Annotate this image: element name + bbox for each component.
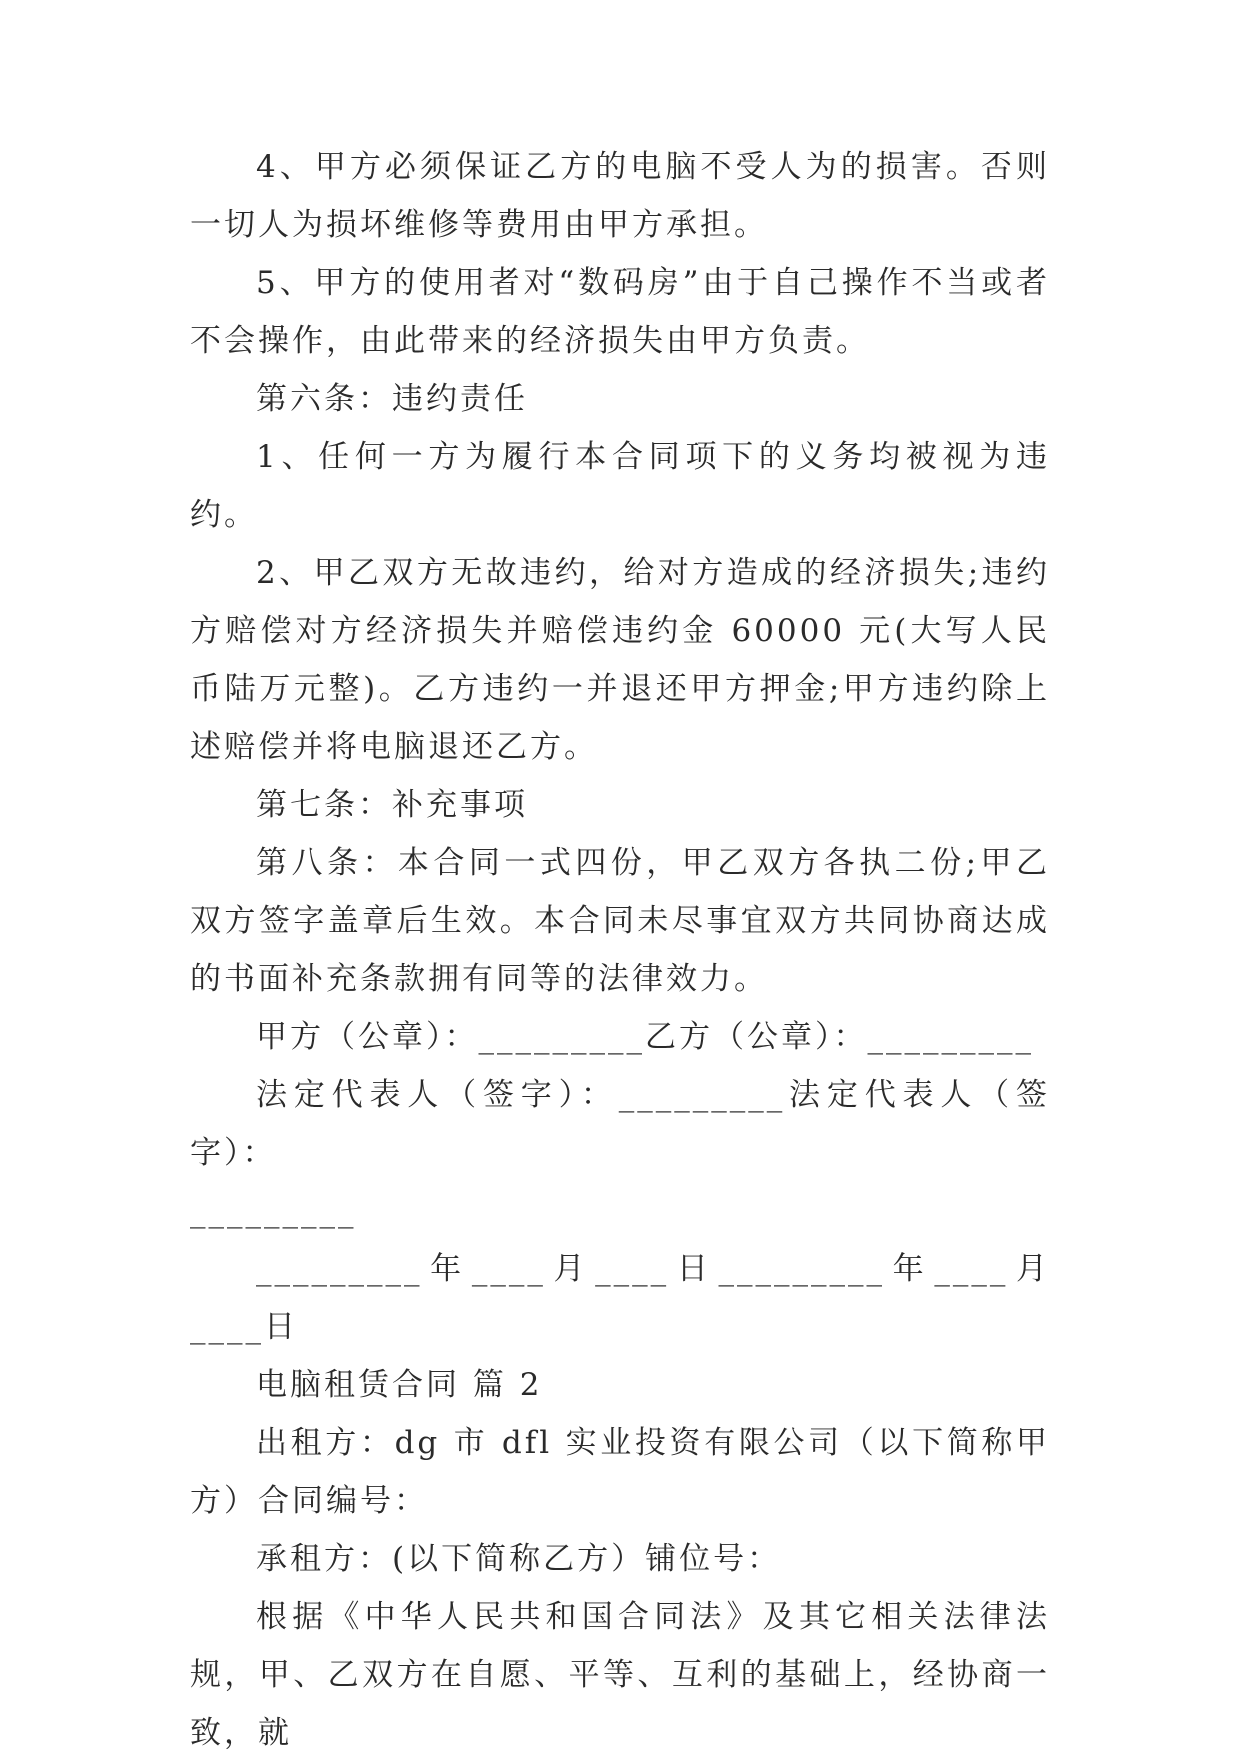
- preamble-paragraph: 根据《中华人民共和国合同法》及其它相关法律法规，甲、乙双方在自愿、平等、互利的基础上，经协商一致，就: [190, 1599, 1050, 1751]
- breach-clause-2: 2、甲乙双方无故违约，给对方造成的经济损失;违约方赔偿对方经济损失并赔偿违约金 60000 元(大写人民币陆万元整)。乙方违约一并退还甲方押金;甲方违约除上述赔偿并将电脑退还乙方。: [190, 555, 1050, 765]
- signature-line: 法定代表人（签字）：_________法定代表人（签字）：: [190, 1077, 1050, 1171]
- seal-line: 甲方（公章）：_________乙方（公章）：_________: [256, 1019, 1034, 1055]
- article-6-heading: 第六条：违约责任: [256, 381, 528, 417]
- clause-5-paragraph: 5、甲方的使用者对“数码房”由于自己操作不当或者不会操作，由此带来的经济损失由甲方负责。: [190, 265, 1050, 359]
- document-body: [190, 138, 1050, 1762]
- article-7-heading: 第七条：补充事项: [256, 787, 528, 823]
- date-line: _________年____月____日_________年____月____日: [190, 1251, 1050, 1345]
- clause-4-paragraph: 4、甲方必须保证乙方的电脑不受人为的损害。否则一切人为损坏维修等费用由甲方承担。: [190, 149, 1050, 243]
- lessor-line: 出租方：dg 市 dfl 实业投资有限公司（以下简称甲方）合同编号：: [190, 1425, 1050, 1519]
- breach-clause-1: 1、任何一方为履行本合同项下的义务均被视为违约。: [190, 439, 1050, 533]
- contract-2-title: 电脑租赁合同 篇 2: [256, 1367, 543, 1403]
- signature-blank: _________: [190, 1193, 357, 1229]
- lessee-line: 承租方：(以下简称乙方）铺位号：: [256, 1541, 782, 1577]
- article-8-paragraph: 第八条：本合同一式四份，甲乙双方各执二份;甲乙双方签字盖章后生效。本合同未尽事宜双方共同协商达成的书面补充条款拥有同等的法律效力。: [190, 845, 1050, 997]
